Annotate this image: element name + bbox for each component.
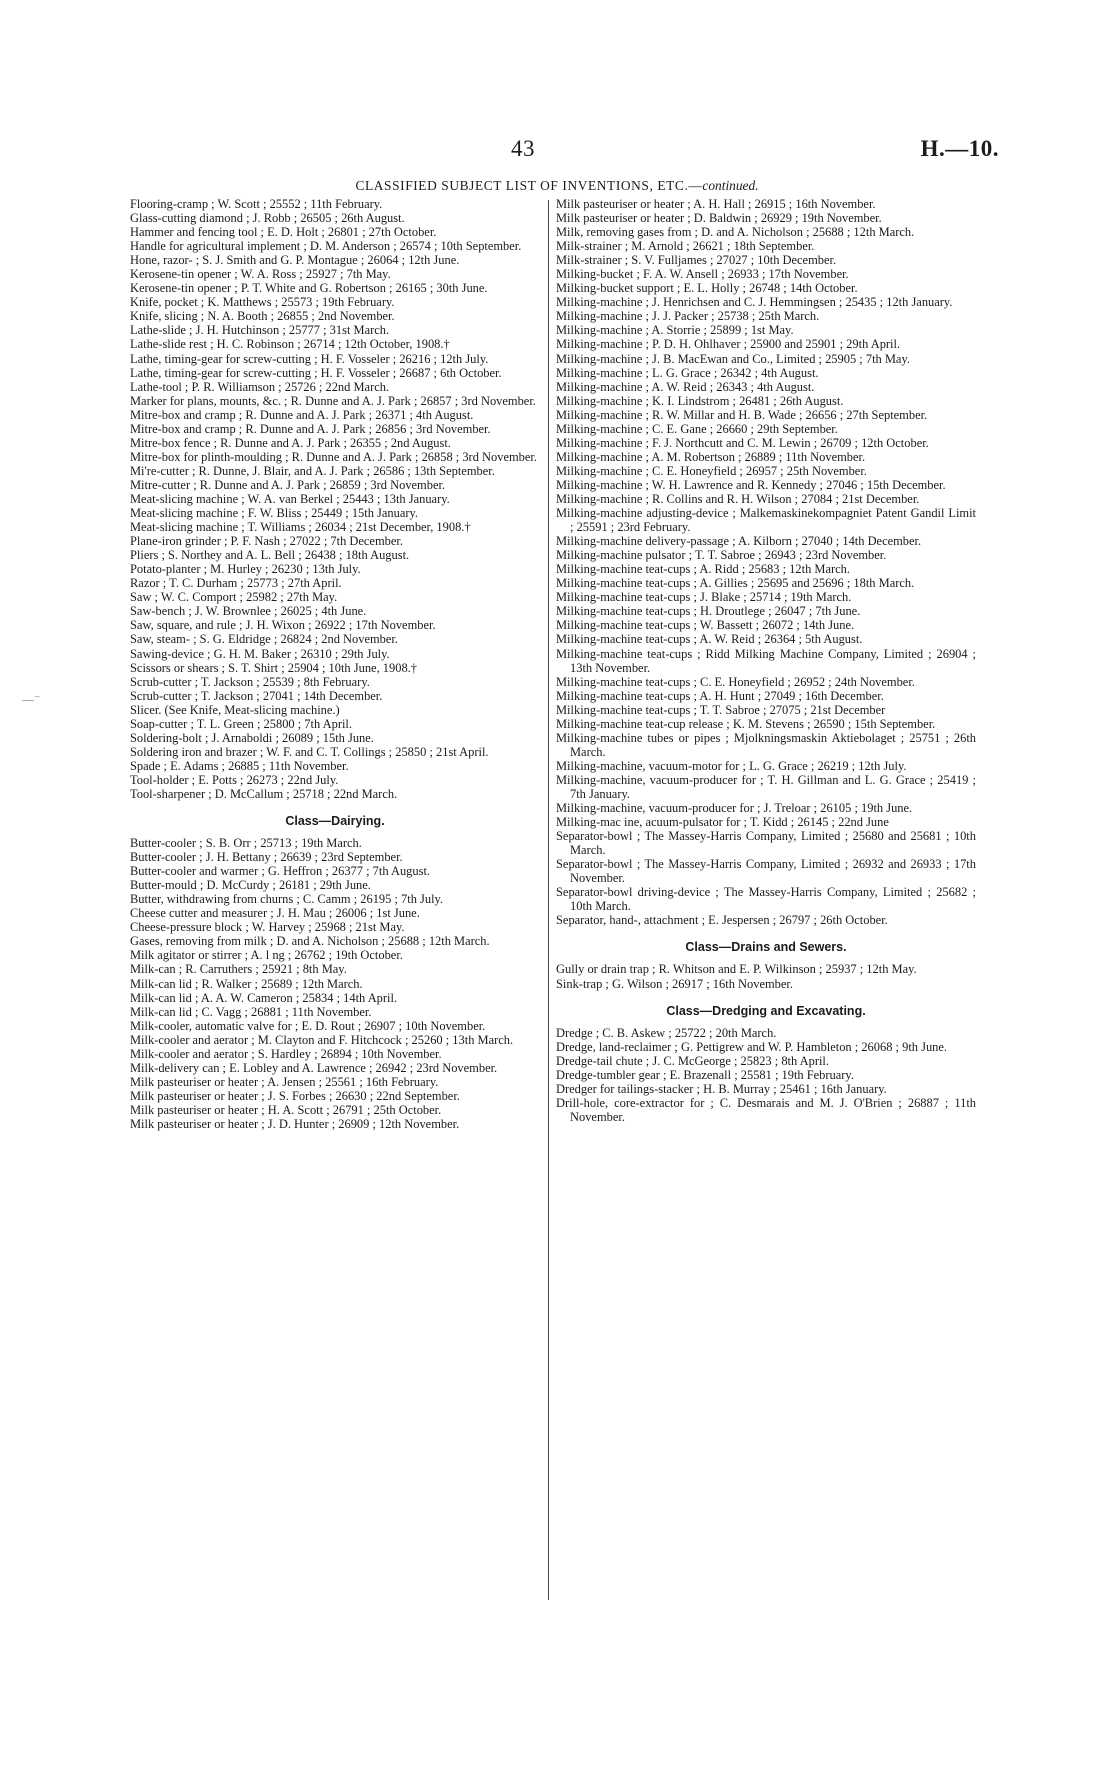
list-item: Tool-sharpener ; D. McCallum ; 25718 ; 22nd March.: [130, 786, 398, 801]
list-item: Milking-machine ; C. E. Gane ; 26660 ; 29th September.: [556, 421, 838, 436]
list-item: Saw ; W. C. Comport ; 25982 ; 27th May.: [130, 590, 338, 605]
list-item: Milk pasteuriser or heater ; A. H. Hall ; 26915 ; 16th November.: [556, 197, 876, 211]
list-item: Mitre-box and cramp ; R. Dunne and A. J. Park ; 26856 ; 3rd November.: [130, 421, 491, 436]
document-reference: H.—10.: [920, 136, 999, 161]
list-item: Milking-machine teat-cups ; C. E. Honeyfield ; 26952 ; 24th November.: [556, 674, 915, 689]
list-item: Milking-machine ; L. G. Grace ; 26342 ; 4th August.: [556, 365, 819, 380]
list-item: Separator-bowl ; The Massey-Harris Company, Limited ; 25680 and 25681 ; 10th March.: [556, 829, 976, 858]
list-item: Milk-cooler and aerator ; S. Hardley ; 26894 ; 10th November.: [130, 1046, 442, 1061]
entry-list-top-right: [556, 197, 976, 927]
list-item: Milking-machine, vacuum-motor for ; L. G. Grace ; 26219 ; 12th July.: [556, 758, 907, 773]
list-item: Separator-bowl ; The Massey-Harris Company, Limited ; 26932 and 26933 ; 17th November.: [556, 857, 976, 886]
list-item: Milking-bucket support ; E. L. Holly ; 26748 ; 14th October.: [556, 281, 858, 296]
class-heading-drains: Class—Drains and Sewers.: [685, 940, 847, 955]
list-item: Milking-machine teat-cups ; A. Ridd ; 25683 ; 12th March.: [556, 562, 850, 577]
list-item: Milking-machine adjusting-device ; Malkemaskinekompagniet Patent Gandil Limit ; 25591 ; 23rd February.: [556, 506, 976, 535]
list-item: Lathe, timing-gear for screw-cutting ; H. F. Vosseler ; 26687 ; 6th October.: [130, 365, 502, 380]
list-item: Milking-machine teat-cup release ; K. M. Stevens ; 26590 ; 15th September.: [556, 716, 936, 731]
list-item: Mitre-box and cramp ; R. Dunne and A. J. Park ; 26371 ; 4th August.: [130, 407, 474, 422]
list-item: Gases, removing from milk ; D. and A. Nicholson ; 25688 ; 12th March.: [130, 934, 490, 949]
list-item: Milking-machine ; A. Storrie ; 25899 ; 1st May.: [556, 323, 794, 338]
list-item: Glass-cutting diamond ; J. Robb ; 26505 ; 26th August.: [130, 211, 405, 226]
list-item: Dredge, land-reclaimer ; G. Pettigrew and W. P. Hambleton ; 26068 ; 9th June.: [556, 1039, 948, 1054]
list-item: Milking-machine ; R. Collins and R. H. Wilson ; 27084 ; 21st December.: [556, 491, 920, 506]
list-item: Milking-machine teat-cups ; J. Blake ; 25714 ; 19th March.: [556, 590, 852, 605]
page-title: [0, 178, 1114, 194]
list-item: Milking-machine ; W. H. Lawrence and R. Kennedy ; 27046 ; 15th December.: [556, 477, 946, 492]
list-item: Butter-cooler ; J. H. Bettany ; 26639 ; 23rd September.: [130, 850, 403, 865]
list-item: Milking-machine ; C. E. Honeyfield ; 26957 ; 25th November.: [556, 463, 867, 478]
list-item: Dredge-tail chute ; J. C. McGeorge ; 25823 ; 8th April.: [556, 1053, 829, 1068]
list-item: Milking-mac ine, acuum-pulsator for ; T. Kidd ; 26145 ; 22nd June: [556, 815, 889, 830]
entry-list-top-left: [130, 197, 540, 801]
list-item: Separator, hand-, attachment ; E. Jespersen ; 26797 ; 26th October.: [556, 913, 888, 928]
list-item: Tool-holder ; E. Potts ; 26273 ; 22nd July.: [130, 772, 339, 787]
list-item: Razor ; T. C. Durham ; 25773 ; 27th April.: [130, 576, 342, 591]
page-title-text: CLASSIFIED SUBJECT LIST OF INVENTIONS, ETC.—: [355, 178, 703, 193]
list-item: Scrub-cutter ; T. Jackson ; 27041 ; 14th December.: [130, 688, 383, 703]
list-item: Knife, pocket ; K. Matthews ; 25573 ; 19th February.: [130, 295, 395, 310]
list-item: Sawing-device ; G. H. M. Baker ; 26310 ; 29th July.: [130, 646, 390, 661]
list-item: Milking-machine teat-cups ; W. Bassett ; 26072 ; 14th June.: [556, 618, 855, 633]
list-item: Milk-can lid ; A. A. W. Cameron ; 25834 ; 14th April.: [130, 990, 398, 1005]
list-item: Milk-can lid ; R. Walker ; 25689 ; 12th March.: [130, 976, 363, 991]
list-item: Drill-hole, core-extractor for ; C. Desmarais and M. J. O'Brien ; 26887 ; 11th November.: [556, 1095, 976, 1124]
list-item: Milking-machine teat-cups ; H. Droutlege ; 26047 ; 7th June.: [556, 604, 861, 619]
entry-list-dredging: [556, 1026, 976, 1124]
list-item: Milking-machine ; J. Henrichsen and C. J. Hemmingsen ; 25435 ; 12th January.: [556, 295, 953, 310]
list-item: Milk pasteuriser or heater ; H. A. Scott ; 26791 ; 25th October.: [130, 1102, 442, 1117]
list-item: Sink-trap ; G. Wilson ; 26917 ; 16th November.: [556, 976, 793, 991]
list-item: Milk-strainer ; S. V. Fulljames ; 27027 ; 10th December.: [556, 253, 837, 268]
page-title-continued: continued.: [702, 178, 759, 193]
list-item: Milking-machine ; P. D. H. Ohlhaver ; 25900 and 25901 ; 29th April.: [556, 337, 901, 352]
list-item: Lathe-slide rest ; H. C. Robinson ; 26714 ; 12th October, 1908.†: [130, 337, 450, 352]
list-item: Butter, withdrawing from churns ; C. Camm ; 26195 ; 7th July.: [130, 892, 444, 907]
list-item: Saw, square, and rule ; J. H. Wixon ; 26922 ; 17th November.: [130, 618, 436, 633]
entry-list-dairying: [130, 836, 540, 1131]
list-item: Potato-planter ; M. Hurley ; 26230 ; 13th July.: [130, 562, 361, 577]
entry-list-drains: [556, 962, 976, 990]
list-item: Milking-machine teat-cups ; A. H. Hunt ; 27049 ; 16th December.: [556, 688, 884, 703]
list-item: Lathe-tool ; P. R. Williamson ; 25726 ; 22nd March.: [130, 379, 390, 394]
list-item: Milking-machine teat-cups ; T. T. Sabroe ; 27075 ; 21st December: [556, 702, 886, 717]
list-item: Flooring-cramp ; W. Scott ; 25552 ; 11th February.: [130, 197, 383, 211]
list-item: Slicer. (See Knife, Meat-slicing machine.): [130, 702, 340, 717]
list-item: Meat-slicing machine ; W. A. van Berkel ; 25443 ; 13th January.: [130, 491, 450, 506]
list-item: Milk agitator or stirrer ; A. l ng ; 26762 ; 19th October.: [130, 948, 403, 963]
page-number: 43: [511, 136, 535, 161]
list-item: Milking-machine teat-cups ; Ridd Milking Machine Company, Limited ; 26904 ; 13th November.: [556, 646, 976, 675]
column-divider: [548, 200, 549, 1600]
list-item: Milk-cooler, automatic valve for ; E. D. Rout ; 26907 ; 10th November.: [130, 1018, 486, 1033]
list-item: Milk-can lid ; C. Vagg ; 26881 ; 11th November.: [130, 1004, 372, 1019]
list-item: Mi're-cutter ; R. Dunne, J. Blair, and A. J. Park ; 26586 ; 13th September.: [130, 463, 495, 478]
list-item: Milking-machine ; K. I. Lindstrom ; 26481 ; 26th August.: [556, 393, 844, 408]
list-item: Milk pasteuriser or heater ; D. Baldwin ; 26929 ; 19th November.: [556, 211, 882, 226]
list-item: Pliers ; S. Northey and A. L. Bell ; 26438 ; 18th August.: [130, 548, 410, 563]
list-item: Milking-machine delivery-passage ; A. Kilborn ; 27040 ; 14th December.: [556, 534, 922, 549]
list-item: Milking-machine, vacuum-producer for ; T. H. Gillman and L. G. Grace ; 25419 ; 7th January.: [556, 772, 976, 801]
list-item: Butter-cooler and warmer ; G. Heffron ; 26377 ; 7th August.: [130, 864, 431, 879]
list-item: Milking-machine ; F. J. Northcutt and C. M. Lewin ; 26709 ; 12th October.: [556, 435, 929, 450]
list-item: Scrub-cutter ; T. Jackson ; 25539 ; 8th February.: [130, 674, 370, 689]
list-item: Hammer and fencing tool ; E. D. Holt ; 26801 ; 27th October.: [130, 225, 437, 240]
list-item: Cheese cutter and measurer ; J. H. Mau ; 26006 ; 1st June.: [130, 906, 420, 921]
list-item: Mitre-box for plinth-moulding ; R. Dunne and A. J. Park ; 26858 ; 3rd November.: [130, 449, 537, 464]
list-item: Spade ; E. Adams ; 26885 ; 11th November.: [130, 758, 349, 773]
list-item: Milking-machine pulsator ; T. T. Sabroe ; 26943 ; 23rd November.: [556, 548, 887, 563]
list-item: Gully or drain trap ; R. Whitson and E. P. Wilkinson ; 25937 ; 12th May.: [556, 962, 917, 977]
list-item: Milking-machine teat-cups ; A. Gillies ; 25695 and 25696 ; 18th March.: [556, 576, 915, 591]
list-item: Milk pasteuriser or heater ; J. S. Forbes ; 26630 ; 22nd September.: [130, 1088, 460, 1103]
list-item: Lathe, timing-gear for screw-cutting ; H. F. Vosseler ; 26216 ; 12th July.: [130, 351, 489, 366]
list-item: Saw-bench ; J. W. Brownlee ; 26025 ; 4th June.: [130, 604, 367, 619]
list-item: Soap-cutter ; T. L. Green ; 25800 ; 7th April.: [130, 716, 352, 731]
list-item: Saw, steam- ; S. G. Eldridge ; 26824 ; 2nd November.: [130, 632, 398, 647]
list-item: Meat-slicing machine ; T. Williams ; 26034 ; 21st December, 1908.†: [130, 520, 471, 535]
list-item: Scissors or shears ; S. T. Shirt ; 25904 ; 10th June, 1908.†: [130, 660, 417, 675]
class-heading-dredging: Class—Dredging and Excavating.: [666, 1003, 866, 1018]
list-item: Knife, slicing ; N. A. Booth ; 26855 ; 2nd November.: [130, 309, 395, 324]
list-item: Mitre-cutter ; R. Dunne and A. J. Park ; 26859 ; 3rd November.: [130, 477, 446, 492]
list-item: Dredge ; C. B. Askew ; 25722 ; 20th March.: [556, 1025, 777, 1040]
list-item: Milk pasteuriser or heater ; A. Jensen ; 25561 ; 16th February.: [130, 1074, 439, 1089]
list-item: Milking-machine ; A. W. Reid ; 26343 ; 4th August.: [556, 379, 815, 394]
list-item: Milking-machine ; J. B. MacEwan and Co., Limited ; 25905 ; 7th May.: [556, 351, 910, 366]
list-item: Dredge-tumbler gear ; E. Brazenall ; 25581 ; 19th February.: [556, 1067, 854, 1082]
list-item: Cheese-pressure block ; W. Harvey ; 25968 ; 21st May.: [130, 920, 405, 935]
list-item: Milking-machine, vacuum-producer for ; J. Treloar ; 26105 ; 19th June.: [556, 801, 913, 816]
list-item: Milking-machine tubes or pipes ; Mjolkningsmaskin Aktiebolaget ; 25751 ; 26th March.: [556, 730, 976, 759]
list-item: Handle for agricultural implement ; D. M. Anderson ; 26574 ; 10th September.: [130, 239, 522, 254]
list-item: Milk-delivery can ; E. Lobley and A. Lawrence ; 26942 ; 23rd November.: [130, 1060, 498, 1075]
left-column: [130, 197, 540, 1131]
list-item: Mitre-box fence ; R. Dunne and A. J. Park ; 26355 ; 2nd August.: [130, 435, 451, 450]
list-item: Butter-cooler ; S. B. Orr ; 25713 ; 19th March.: [130, 836, 362, 851]
list-item: Hone, razor- ; S. J. Smith and G. P. Montague ; 26064 ; 12th June.: [130, 253, 460, 268]
list-item: Meat-slicing machine ; F. W. Bliss ; 25449 ; 15th January.: [130, 506, 419, 521]
list-item: Milking-machine teat-cups ; A. W. Reid ; 26364 ; 5th August.: [556, 632, 863, 647]
right-column: [556, 197, 976, 1124]
list-item: Milk pasteuriser or heater ; J. D. Hunter ; 26909 ; 12th November.: [130, 1117, 460, 1131]
list-item: Milk-strainer ; M. Arnold ; 26621 ; 18th September.: [556, 239, 815, 254]
list-item: Milk-can ; R. Carruthers ; 25921 ; 8th May.: [130, 962, 347, 977]
list-item: Dredger for tailings-stacker ; H. B. Murray ; 25461 ; 16th January.: [556, 1081, 887, 1096]
list-item: Milk, removing gases from ; D. and A. Nicholson ; 25688 ; 12th March.: [556, 225, 915, 240]
margin-mark: —⁻: [22, 692, 41, 706]
list-item: Marker for plans, mounts, &c. ; R. Dunne and A. J. Park ; 26857 ; 3rd November.: [130, 393, 536, 408]
list-item: Milking-bucket ; F. A. W. Ansell ; 26933 ; 17th November.: [556, 267, 849, 282]
list-item: Milking-machine ; A. M. Robertson ; 26889 ; 11th November.: [556, 449, 866, 464]
list-item: Milk-cooler and aerator ; M. Clayton and F. Hitchcock ; 25260 ; 13th March.: [130, 1032, 514, 1047]
list-item: Milking-machine ; R. W. Millar and H. B. Wade ; 26656 ; 27th September.: [556, 407, 928, 422]
list-item: Lathe-slide ; J. H. Hutchinson ; 25777 ; 31st March.: [130, 323, 390, 338]
list-item: Kerosene-tin opener ; W. A. Ross ; 25927 ; 7th May.: [130, 267, 391, 282]
list-item: Milking-machine ; J. J. Packer ; 25738 ; 25th March.: [556, 309, 820, 324]
list-item: Soldering-bolt ; J. Arnaboldi ; 26089 ; 15th June.: [130, 730, 374, 745]
list-item: Plane-iron grinder ; P. F. Nash ; 27022 ; 7th December.: [130, 534, 403, 549]
list-item: Soldering iron and brazer ; W. F. and C. T. Collings ; 25850 ; 21st April.: [130, 744, 489, 759]
class-heading-dairying: Class—Dairying.: [285, 814, 385, 829]
list-item: Kerosene-tin opener ; P. T. White and G. Robertson ; 26165 ; 30th June.: [130, 281, 488, 296]
list-item: Separator-bowl driving-device ; The Massey-Harris Company, Limited ; 25682 ; 10th March.: [556, 885, 976, 914]
list-item: Butter-mould ; D. McCurdy ; 26181 ; 29th June.: [130, 878, 371, 893]
